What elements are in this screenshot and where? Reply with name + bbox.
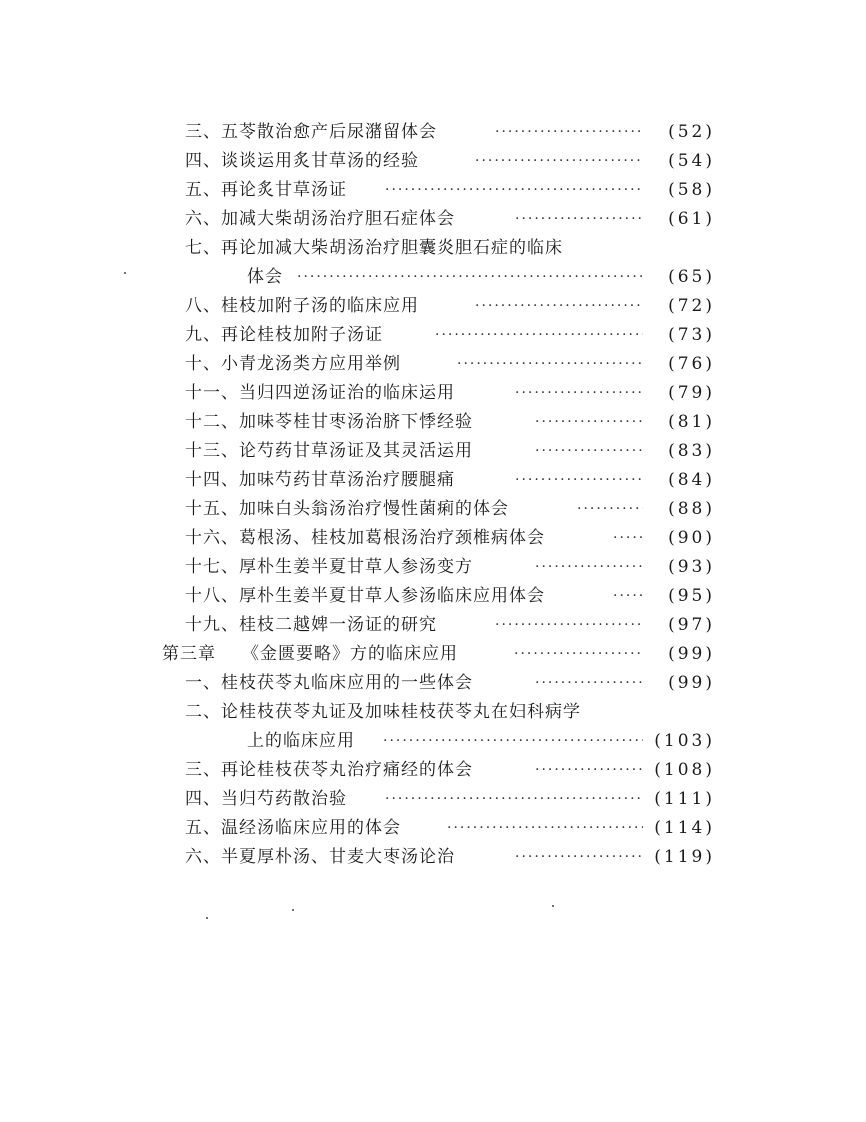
dot-leader (435, 321, 643, 350)
chapter-number: 第三章 (162, 644, 216, 664)
dot-leader (385, 785, 643, 814)
entry-number: 十四、 (185, 470, 239, 490)
toc-entry (185, 495, 720, 524)
toc-entry (185, 669, 720, 698)
toc-entry (185, 611, 720, 640)
entry-number: 十九、 (185, 615, 239, 635)
entry-number: 一、 (185, 673, 221, 693)
entry-page: (111) (654, 789, 715, 809)
toc-entry (185, 321, 720, 350)
entry-title: 谈谈运用炙甘草汤的经验 (221, 151, 419, 171)
dot-leader (613, 524, 643, 553)
toc-entry (185, 176, 720, 205)
entry-page: (58) (668, 180, 715, 200)
dot-leader (383, 727, 643, 756)
entry-title: 再论加减大柴胡汤治疗胆囊炎胆石症的临床 (221, 238, 563, 258)
entry-title: 上的临床应用 (247, 731, 355, 751)
entry-number: 六、 (185, 847, 221, 867)
entry-title: 体会 (247, 267, 283, 287)
dot-leader (515, 205, 643, 234)
toc-entry (185, 843, 720, 872)
dot-leader (535, 669, 643, 698)
entry-number: 五、 (185, 818, 221, 838)
entry-number: 七、 (185, 238, 221, 258)
scan-speck (206, 917, 208, 919)
entry-title: 加味苓桂甘枣汤治脐下悸经验 (239, 412, 473, 432)
dot-leader (514, 640, 643, 669)
entry-page: (93) (668, 557, 715, 577)
toc-entry (185, 263, 720, 292)
entry-title: 厚朴生姜半夏甘草人参汤变方 (239, 557, 473, 577)
entry-page: (119) (654, 847, 715, 867)
entry-number: 十三、 (185, 441, 239, 461)
entry-title: 葛根汤、桂枝加葛根汤治疗颈椎病体会 (239, 528, 545, 548)
entry-number: 十八、 (185, 586, 239, 606)
dot-leader (535, 553, 643, 582)
entry-page: (103) (654, 731, 715, 751)
entry-number: 三、 (185, 760, 221, 780)
entry-title: 当归四逆汤证治的临床运用 (239, 383, 455, 403)
dot-leader (475, 147, 643, 176)
entry-number: 三、 (185, 122, 221, 142)
entry-title: 加味芍药甘草汤治疗腰腿痛 (239, 470, 455, 490)
entry-page: (108) (654, 760, 715, 780)
dot-leader (297, 263, 643, 292)
dot-leader (475, 292, 643, 321)
toc-entry (185, 727, 720, 756)
entry-page: (95) (668, 586, 715, 606)
dot-leader (495, 118, 643, 147)
entry-number: 四、 (185, 151, 221, 171)
entry-title: 半夏厚朴汤、甘麦大枣汤论治 (221, 847, 455, 867)
scan-speck (552, 905, 554, 907)
toc-entry (185, 118, 720, 147)
entry-number: 五、 (185, 180, 221, 200)
entry-title: 厚朴生姜半夏甘草人参汤临床应用体会 (239, 586, 545, 606)
entry-title: 论芍药甘草汤证及其灵活运用 (239, 441, 473, 461)
entry-page: (90) (668, 528, 715, 548)
toc-entry (185, 292, 720, 321)
entry-page: (54) (668, 151, 715, 171)
entry-page: (97) (668, 615, 715, 635)
toc-entry (185, 756, 720, 785)
entry-title: 再论炙甘草汤证 (221, 180, 347, 200)
entry-page: (84) (668, 470, 715, 490)
dot-leader (385, 176, 643, 205)
toc-entry (185, 553, 720, 582)
entry-number: 九、 (185, 325, 221, 345)
entry-title: 当归芍药散治验 (221, 789, 347, 809)
toc-chapter-entry (162, 640, 720, 669)
entry-page: (88) (668, 499, 715, 519)
toc-entry (185, 379, 720, 408)
toc-entry (185, 698, 720, 727)
entry-page: (72) (668, 296, 715, 316)
dot-leader (515, 466, 643, 495)
entry-title: 加减大柴胡汤治疗胆石症体会 (221, 209, 455, 229)
dot-leader (495, 611, 643, 640)
dot-leader (457, 350, 643, 379)
entry-number: 十七、 (185, 557, 239, 577)
entry-page: (114) (654, 818, 715, 838)
entry-page: (79) (668, 383, 715, 403)
entry-number: 二、 (185, 702, 221, 722)
entry-title: 再论桂枝加附子汤证 (221, 325, 383, 345)
entry-number: 十六、 (185, 528, 239, 548)
dot-leader (515, 843, 643, 872)
entry-title: 加味白头翁汤治疗慢性菌痢的体会 (239, 499, 509, 519)
dot-leader (535, 408, 643, 437)
toc-entry (185, 524, 720, 553)
entry-title: 论桂枝茯苓丸证及加味桂枝茯苓丸在妇科病学 (221, 702, 581, 722)
dot-leader (535, 756, 643, 785)
entry-page: (76) (668, 354, 715, 374)
entry-title: 五苓散治愈产后尿潴留体会 (221, 122, 437, 142)
entry-page: (65) (668, 267, 715, 287)
entry-title: 小青龙汤类方应用举例 (221, 354, 401, 374)
toc-entry (185, 814, 720, 843)
entry-title: 桂枝二越婢一汤证的研究 (239, 615, 437, 635)
toc-entry (185, 234, 720, 263)
dot-leader (515, 379, 643, 408)
entry-number: 十、 (185, 354, 221, 374)
entry-page: (81) (668, 412, 715, 432)
toc-entry (185, 785, 720, 814)
dot-leader (447, 814, 643, 843)
entry-page: (61) (668, 209, 715, 229)
entry-page: (83) (668, 441, 715, 461)
chapter-title: 《金匮要略》方的临床应用 (242, 644, 458, 664)
dot-leader (535, 437, 643, 466)
entry-page: (99) (668, 644, 715, 664)
toc-entry (185, 582, 720, 611)
entry-number: 十一、 (185, 383, 239, 403)
entry-number: 四、 (185, 789, 221, 809)
toc-entry (185, 147, 720, 176)
entry-number: 八、 (185, 296, 221, 316)
toc-entry (185, 350, 720, 379)
dot-leader (577, 495, 643, 524)
toc-entry (185, 437, 720, 466)
entry-number: 十五、 (185, 499, 239, 519)
entry-page: (99) (668, 673, 715, 693)
scan-speck (124, 272, 126, 274)
entry-number: 六、 (185, 209, 221, 229)
entry-page: (73) (668, 325, 715, 345)
entry-title: 温经汤临床应用的体会 (221, 818, 401, 838)
entry-title: 桂枝茯苓丸临床应用的一些体会 (221, 673, 473, 693)
entry-title: 桂枝加附子汤的临床应用 (221, 296, 419, 316)
toc-entry (185, 466, 720, 495)
toc-entry (185, 408, 720, 437)
entry-number: 十二、 (185, 412, 239, 432)
toc-entry (185, 205, 720, 234)
scan-speck (292, 909, 294, 911)
entry-title: 再论桂枝茯苓丸治疗痛经的体会 (221, 760, 473, 780)
dot-leader (613, 582, 643, 611)
entry-page: (52) (668, 122, 715, 142)
